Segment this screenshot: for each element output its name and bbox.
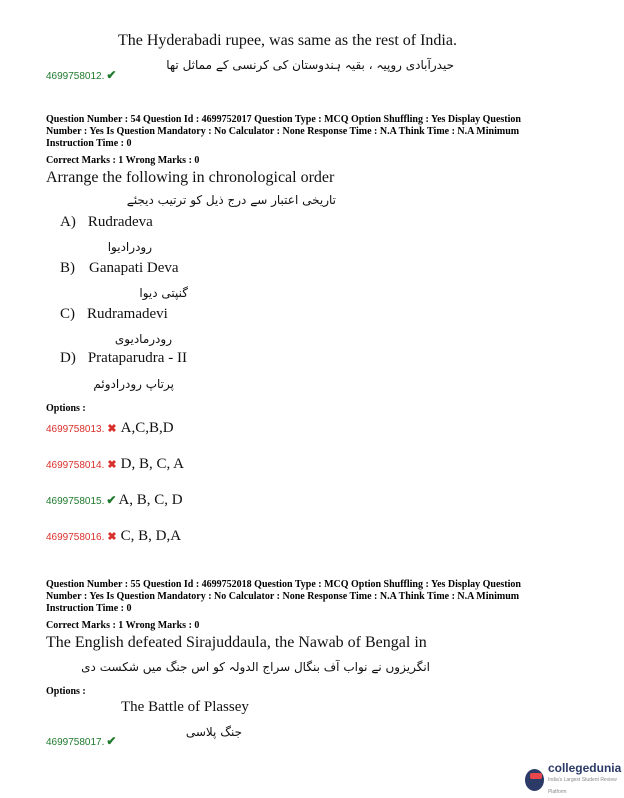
q55-meta xyxy=(46,579,566,615)
q55-options-label: Options : xyxy=(46,686,86,697)
option-id: 4699758016. xyxy=(46,532,105,543)
wrong-cross-icon: ✖ xyxy=(107,423,117,435)
item-text: Rudramadevi xyxy=(87,306,168,322)
q54-marks: Correct Marks : 1 Wrong Marks : 0 xyxy=(46,155,200,166)
correct-check-icon: ✔ xyxy=(106,734,117,748)
q55-meta-line3: Instruction Time : 0 xyxy=(46,603,132,614)
q54-meta-line3: Instruction Time : 0 xyxy=(46,138,132,149)
logo-tagline: India's Largest Student Review Platform xyxy=(547,777,617,795)
q53-option-row[interactable] xyxy=(46,66,118,84)
q55-question-urdu: انگریزوں نے نواب آف بنگال سراج الدولہ کو اس جنگ میں شکست دی xyxy=(81,660,430,674)
q54-item-a xyxy=(60,214,153,231)
q54-meta-line1: Question Number : 54 Question Id : 4699752017 Question Type : MCQ Option Shuffling : Yes Display Question xyxy=(46,114,521,125)
collegedunia-logo xyxy=(525,762,624,798)
q55-meta-line1: Question Number : 55 Question Id : 4699752018 Question Type : MCQ Option Shuffling : Yes Display Question xyxy=(46,579,521,590)
q54-item-b xyxy=(60,260,179,277)
item-letter: A) xyxy=(60,214,76,230)
q55-answer-text: The Battle of Plassey xyxy=(121,699,249,715)
q54-option-3[interactable] xyxy=(46,491,183,509)
q54-options-label: Options : xyxy=(46,403,86,414)
q55-question: The English defeated Sirajuddaula, the Nawab of Bengal in xyxy=(46,634,427,651)
q54-option-4[interactable] xyxy=(46,527,181,545)
item-text: Rudradeva xyxy=(87,214,153,230)
option-text: D, B, C, A xyxy=(120,456,184,472)
q54-item-b-urdu: گنپتی دیوا xyxy=(139,286,188,300)
q54-item-a-urdu: رودرادیوا xyxy=(107,240,152,254)
q54-item-c-urdu: رودرمادیوی xyxy=(114,332,172,346)
item-text: Ganapati Deva xyxy=(89,260,179,276)
option-id: 4699758014. xyxy=(46,460,105,471)
q53-answer-text: The Hyderabadi rupee, was same as the rest of India. xyxy=(118,32,457,49)
q54-item-d xyxy=(60,350,187,367)
option-id: 4699758015. xyxy=(46,496,105,507)
q54-item-d-urdu: پرتاپ رودرادوئم xyxy=(93,377,174,391)
option-id: 4699758017. xyxy=(46,737,105,748)
item-letter: C) xyxy=(60,306,75,322)
q54-item-c xyxy=(60,306,168,323)
q54-option-2[interactable] xyxy=(46,455,184,473)
wrong-cross-icon: ✖ xyxy=(107,531,117,543)
logo-icon xyxy=(525,769,544,791)
logo-brand: collegedunia India's Largest Student Review Platform xyxy=(548,762,624,798)
q55-meta-line2: Number : Yes Is Question Mandatory : No Calculator : None Response Time : N.A Think Time : N.A Minimum xyxy=(46,591,520,602)
q55-answer-urdu: جنگ پلاسی xyxy=(185,725,242,739)
q54-question-urdu: تاریخی اعتبار سے درج ذیل کو ترتیب دیجئے xyxy=(126,193,336,207)
q54-option-1[interactable] xyxy=(46,419,174,437)
option-id: 4699758013. xyxy=(46,424,105,435)
wrong-cross-icon: ✖ xyxy=(107,459,117,471)
item-text: Prataparudra - II xyxy=(87,350,187,366)
correct-check-icon: ✔ xyxy=(106,493,117,507)
q54-meta-line2: Number : Yes Is Question Mandatory : No Calculator : None Response Time : N.A Think Time : N.A Minimum xyxy=(46,126,520,137)
q54-question: Arrange the following in chronological order xyxy=(46,169,335,186)
q55-marks: Correct Marks : 1 Wrong Marks : 0 xyxy=(46,620,200,631)
option-text: A,C,B,D xyxy=(120,420,174,436)
correct-check-icon: ✔ xyxy=(106,68,117,82)
q53-answer-urdu: حیدرآبادی روپیہ ، بقیہ ہندوستان کی کرنسی کے مماثل تھا xyxy=(166,58,454,72)
option-text: A, B, C, D xyxy=(118,492,183,508)
q54-meta xyxy=(46,114,566,150)
q55-option-1[interactable] xyxy=(46,732,118,750)
option-text: C, B, D,A xyxy=(120,528,182,544)
item-letter: D) xyxy=(60,350,76,366)
item-letter: B) xyxy=(60,260,75,276)
option-id: 4699758012. xyxy=(46,71,105,82)
